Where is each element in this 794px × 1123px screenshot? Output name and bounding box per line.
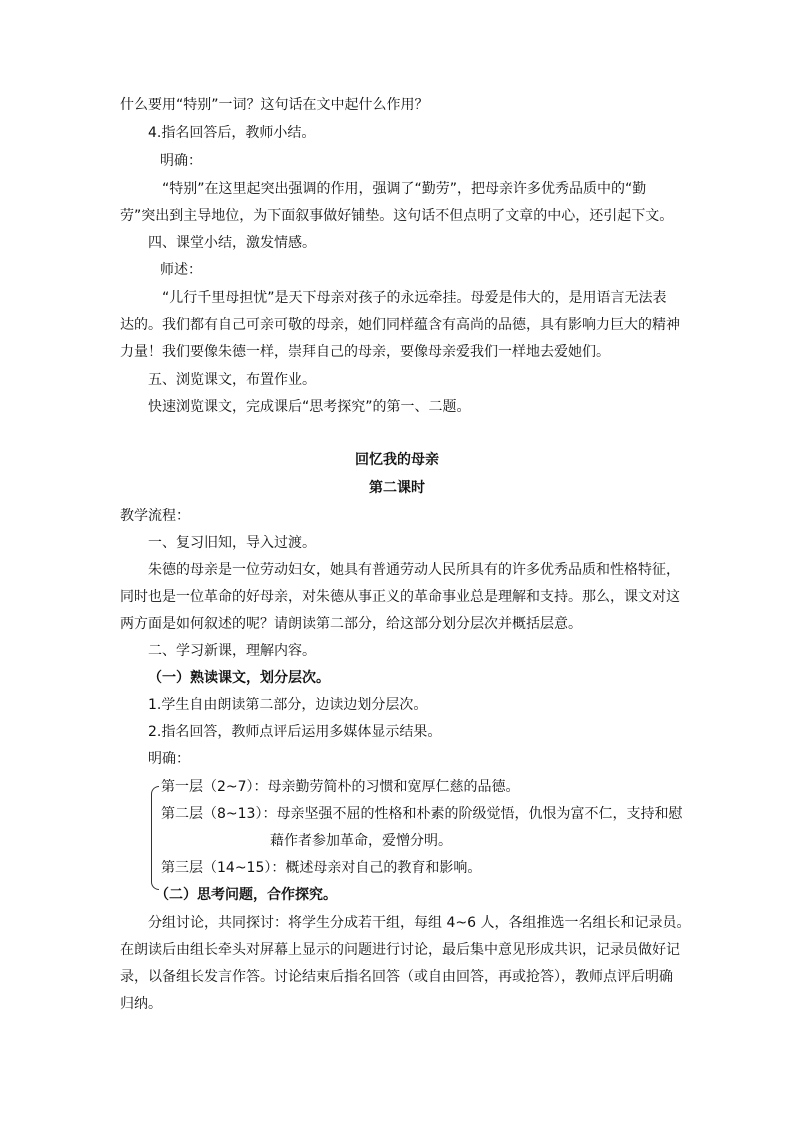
text-line: 二、学习新课，理解内容。: [148, 643, 316, 659]
text-line: “儿行千里母担忧”是天下母亲对孩子的永远牵挂。母爱是伟大的，是用语言无法表: [162, 290, 667, 306]
text-line: （一）熟读课文，划分层次。: [148, 670, 330, 686]
text-line: 明确：: [148, 751, 190, 767]
text-line: 同时也是一位革命的好母亲，对朱德从事正义的革命事业总是理解和支持。那么，课文对这: [120, 589, 680, 605]
text-line: 力量！我们要像朱德一样，崇拜自己的母亲，要像母亲爱我们一样地去爱她们。: [120, 344, 610, 360]
text-line: 在朗读后由组长牵头对屏幕上显示的问题进行讨论，最后集中意见形成共识，记录员做好记: [120, 942, 680, 958]
text-line: 1.学生自由朗读第二部分，边读边划分层次。: [148, 697, 428, 713]
text-line: 两方面是如何叙述的呢？请朗读第二部分，给这部分划分层次并概括层意。: [120, 616, 582, 632]
text-line: 4.指名回答后，教师小结。: [148, 125, 316, 141]
layer-item: 第一层（2~7）：母亲勤劳简朴的习惯和宽厚仁慈的品德。: [161, 779, 520, 795]
text-line: 快速浏览课文，完成课后“思考探究”的第一、二题。: [148, 399, 471, 415]
text-line: 教学流程：: [120, 508, 190, 524]
text-line: 归纳。: [120, 996, 162, 1012]
text-line: （二）思考问题，合作探究。: [155, 887, 337, 903]
layer-item: 第三层（14~15）：概述母亲对自己的教育和影响。: [161, 860, 482, 876]
layer-item: 第二层（8~13）：母亲坚强不屈的性格和朴素的阶级觉悟，仇恨为富不仁，支持和慰: [161, 806, 683, 822]
layer-item: 藉作者参加革命，爱憎分明。: [270, 833, 452, 849]
text-line: 2.指名回答，教师点评后运用多媒体显示结果。: [148, 724, 442, 740]
lesson-subtitle: 第二课时: [369, 480, 425, 496]
text-line: 五、浏览课文，布置作业。: [148, 372, 316, 388]
text-line: “特别”在这里起突出强调的作用，强调了“勤劳”，把母亲许多优秀品质中的“勤: [162, 181, 647, 197]
text-line: 四、课堂小结，激发情感。: [148, 235, 316, 251]
text-line: 明确：: [160, 153, 202, 169]
layer-bracket: [151, 786, 159, 890]
text-line: 达的。我们都有自己可亲可敬的母亲，她们同样蕴含有高尚的品德，具有影响力巨大的精神: [120, 317, 680, 333]
text-line: 分组讨论，共同探讨：将学生分成若干组，每组 4~6 人，各组推选一名组长和记录员。: [148, 915, 691, 931]
text-line: 什么要用“特别”一词？这句话在文中起什么作用？: [120, 97, 429, 113]
text-line: 录，以备组长发言作答。讨论结束后指名回答（或自由回答，再或抢答），教师点评后明确: [120, 969, 673, 985]
text-line: 朱德的母亲是一位劳动妇女，她具有普通劳动人民所具有的许多优秀品质和性格特征，: [148, 562, 680, 578]
text-line: 劳”突出到主导地位，为下面叙事做好铺垫。这句话不但点明了文章的中心，还引起下文。: [120, 208, 674, 224]
lesson-title: 回忆我的母亲: [355, 452, 439, 468]
text-line: 一、复习旧知，导入过渡。: [148, 535, 316, 551]
text-line: 师述：: [160, 262, 202, 278]
